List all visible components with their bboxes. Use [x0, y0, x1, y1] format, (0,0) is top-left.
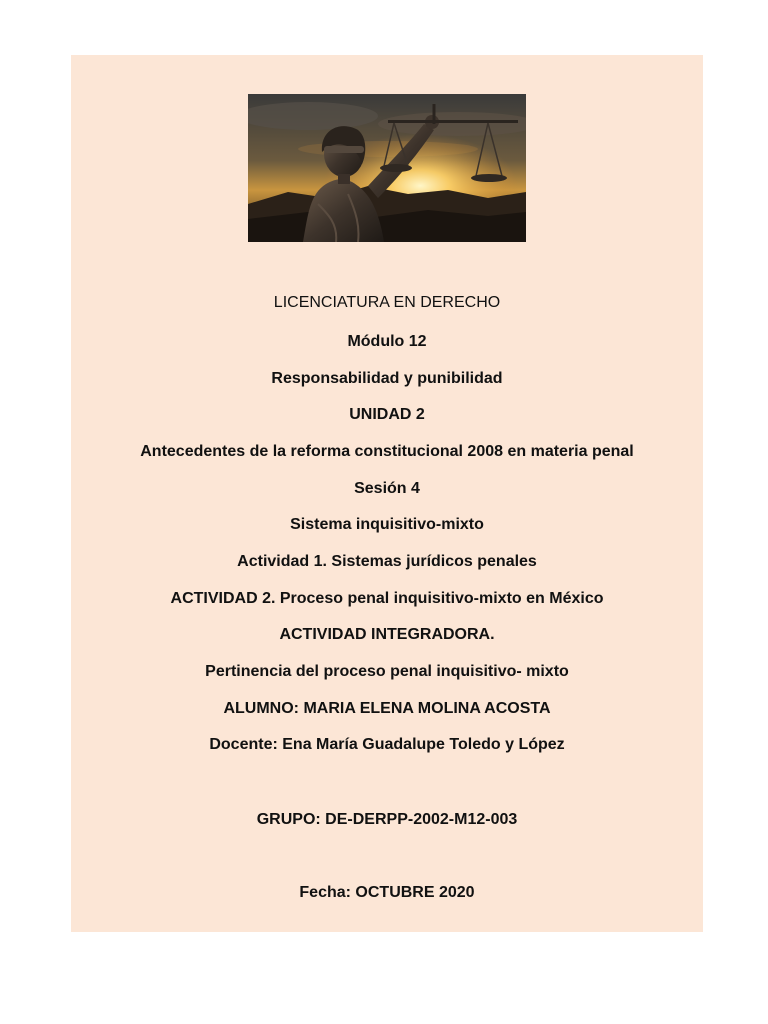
unit-number: UNIDAD 2 [349, 406, 425, 423]
degree-title: LICENCIATURA EN DERECHO [273, 294, 501, 311]
module-title: Responsabilidad y punibilidad [271, 370, 503, 387]
session-number: Sesión 4 [354, 480, 420, 497]
unit-title: Antecedentes de la reforma constitucional 2008 en materia penal [140, 443, 634, 460]
lady-justice-image [248, 94, 526, 242]
group-code: GRUPO: DE-DERPP-2002-M12-003 [256, 811, 518, 828]
integrative-activity: ACTIVIDAD INTEGRADORA. [279, 626, 495, 643]
activity-2: ACTIVIDAD 2. Proceso penal inquisitivo-mixto en México [170, 590, 604, 607]
integrative-activity-title: Pertinencia del proceso penal inquisitivo- mixto [205, 663, 569, 680]
activity-1: Actividad 1. Sistemas jurídicos penales [237, 553, 537, 570]
lady-justice-scales-icon [248, 94, 526, 242]
teacher-name: Docente: Ena María Guadalupe Toledo y López [209, 736, 565, 753]
date: Fecha: OCTUBRE 2020 [299, 884, 475, 901]
document-page [71, 55, 703, 932]
module-number: Módulo 12 [347, 333, 427, 350]
student-name: ALUMNO: MARIA ELENA MOLINA ACOSTA [223, 700, 551, 717]
session-title: Sistema inquisitivo-mixto [290, 516, 484, 533]
